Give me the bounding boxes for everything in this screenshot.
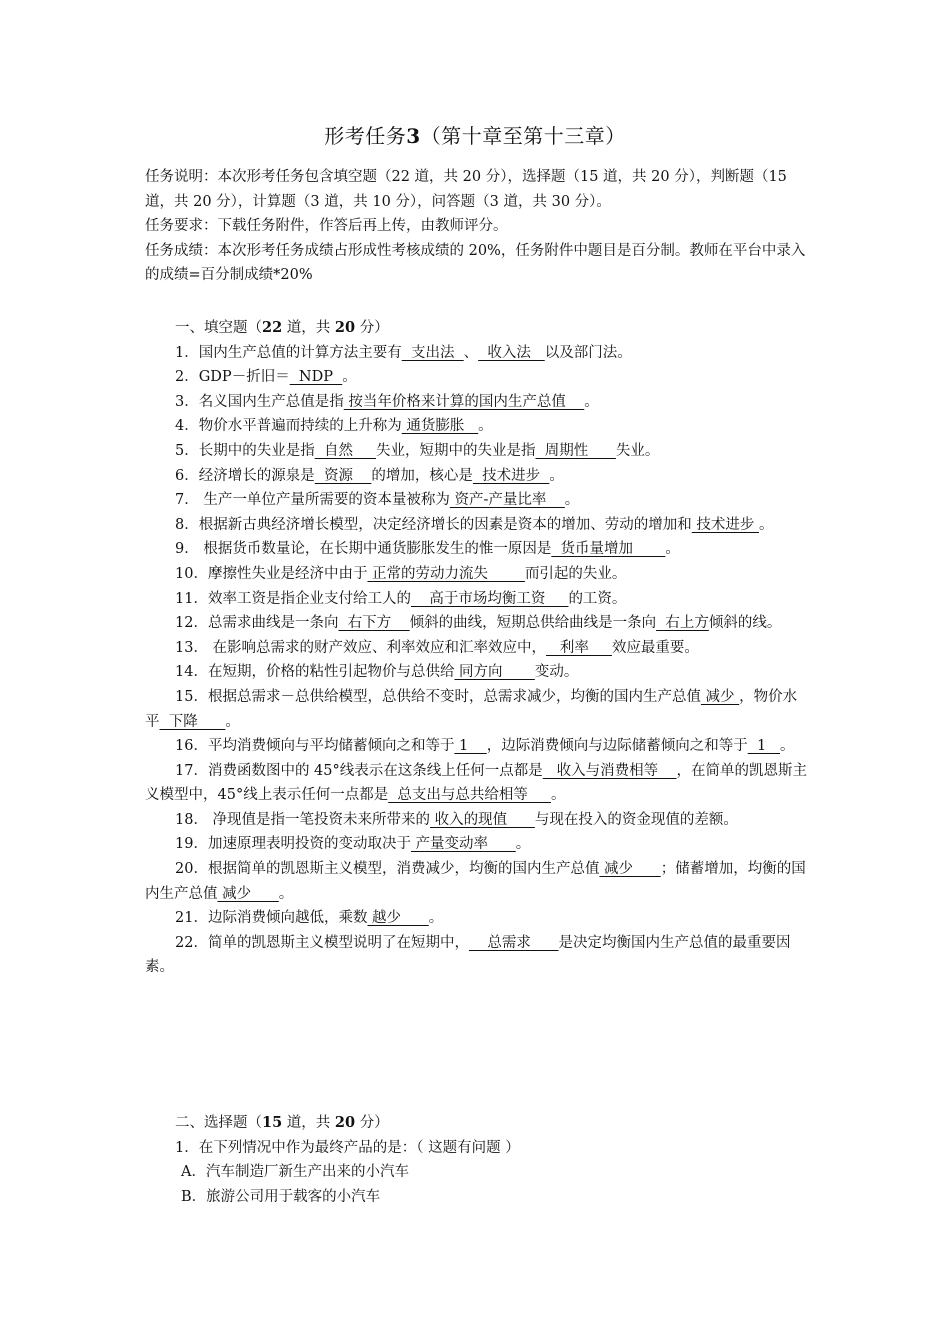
- answer-blank: 周期性: [535, 442, 616, 459]
- answer-blank: 减少: [599, 861, 661, 878]
- answer-blank: 右下方: [338, 615, 410, 632]
- answer-blank: 正常的劳动力流失: [367, 565, 525, 582]
- answer-blank: 越少: [367, 910, 429, 927]
- question-5: 5．长期中的失业是指 自然 失业，短期中的失业是指 周期性 失业。: [175, 442, 660, 459]
- answer-blank: 1: [454, 738, 487, 755]
- answer-blank: 资产-产量比率: [449, 492, 565, 509]
- question-11: 11．效率工资是指企业支付给工人的 高于市场均衡工资 的工资。: [175, 590, 627, 607]
- multiple-choice-section: [145, 1111, 810, 1209]
- question-6: 6．经济增长的源泉是 资源 的增加，核心是 技术进步 。: [175, 467, 564, 484]
- question-17: 17．消费函数图中的 45°线表示在这条线上任何一点都是 收入与消费相等 ，在简单的凯恩斯主义模型中，45°线上表示任何一点都是 总支出与总共给相等 。: [145, 762, 808, 804]
- answer-blank: 1: [747, 738, 781, 755]
- answer-blank: 技术进步: [691, 516, 759, 533]
- answer-blank: 产量变动率: [410, 836, 516, 853]
- question-8: 8．根据新古典经济增长模型，决定经济增长的因素是资本的增加、劳动的增加和 技术进步 。: [175, 516, 774, 533]
- answer-blank: 支出法: [401, 344, 464, 361]
- title-subtitle: （第十章至第十三章）: [420, 124, 626, 148]
- answer-blank: 同方向: [454, 664, 535, 681]
- answer-blank: 通货膨胀: [401, 418, 479, 435]
- question-15: 15．根据总需求－总供给模型，总供给不变时，总需求减少，均衡的国内生产总值 减少 ，物价水平 下降 。: [145, 688, 798, 730]
- question-9: 9． 根据货币数量论，在长期中通货膨胀发生的惟一原因是 货币量增加 。: [175, 541, 680, 558]
- section-heading: 二、选择题（15 道，共 20 分）: [175, 1114, 389, 1131]
- answer-blank: 收入与消费相等: [542, 762, 677, 779]
- task-description: [145, 165, 810, 288]
- question-13: 13． 在影响总需求的财产效应、利率效应和汇率效应中， 利率 效应最重要。: [175, 639, 699, 656]
- answer-blank: 总需求: [468, 934, 559, 951]
- option-b: B．旅游公司用于载客的小汽车: [181, 1188, 381, 1205]
- answer-blank: 收入的现值: [430, 811, 535, 828]
- task-grading: 任务成绩：本次形考任务成绩占形成性考核成绩的 20%，任务附件中题目是百分制。教师在平台中录入的成绩=百分制成绩*20%: [145, 242, 806, 284]
- question-18: 18． 净现值是指一笔投资未来所带来的 收入的现值 与现在投入的资金现值的差额。: [175, 811, 738, 828]
- title-number: 3: [406, 124, 421, 148]
- task-explanation: 任务说明：本次形考任务包含填空题（22 道，共 20 分），选择题（15 道，共 20 分），判断题（15 道，共 20 分），计算题（3 道，共 10 分），问答题（3 道，共 30 分）。: [145, 169, 787, 210]
- answer-blank: 收入法: [478, 344, 545, 361]
- answer-blank: 货币量增加: [551, 541, 666, 558]
- answer-blank: 高于市场均衡工资: [410, 590, 569, 607]
- answer-blank: 减少: [217, 885, 279, 902]
- answer-blank: 减少: [700, 688, 740, 705]
- title-main: 形考任务: [324, 124, 407, 148]
- answer-blank: 下降: [159, 713, 226, 730]
- question-1: 1．国内生产总值的计算方法主要有 支出法 、 收入法 以及部门法。: [175, 344, 632, 361]
- question-12: 12．总需求曲线是一条向 右下方 倾斜的曲线，短期总供给曲线是一条向 右上方倾斜的线。: [175, 615, 782, 632]
- question-7: 7． 生产一单位产量所需要的资本量被称为 资产-产量比率 。: [175, 492, 580, 509]
- answer-blank: 资源: [314, 467, 372, 484]
- fill-in-section: [145, 316, 810, 980]
- question-2: 2．GDP－折旧＝ NDP 。: [175, 369, 357, 386]
- answer-blank: 右上方: [656, 615, 709, 632]
- section-heading: 一、填空题（22 道，共 20 分）: [175, 319, 389, 336]
- answer-blank: 自然: [314, 442, 376, 459]
- question-21: 21．边际消费倾向越低，乘数 越少 。: [175, 910, 444, 927]
- question-10: 10．摩擦性失业是经济中由于 正常的劳动力流失 而引起的失业。: [175, 565, 627, 582]
- question-16: 16．平均消费倾向与平均储蓄倾向之和等于 1 ，边际消费倾向与边际储蓄倾向之和等于 1 。: [175, 738, 795, 755]
- answer-blank: 总支出与总共给相等: [388, 787, 551, 804]
- option-a: A．汽车制造厂新生产出来的小汽车: [181, 1164, 409, 1181]
- answer-blank: NDP: [289, 369, 343, 386]
- question-20: 20．根据简单的凯恩斯主义模型，消费减少，均衡的国内生产总值 减少 ；储蓄增加，均衡的国内生产总值 减少 。: [145, 861, 806, 902]
- answer-blank: 技术进步: [472, 467, 550, 484]
- task-requirement: 任务要求：下载任务附件，作答后再上传，由教师评分。: [145, 218, 508, 235]
- answer-blank: 按当年价格来计算的国内生产总值: [343, 393, 585, 410]
- question-4: 4．物价水平普遍而持续的上升称为 通货膨胀 。: [175, 418, 493, 435]
- question-1: 1．在下列情况中作为最终产品的是：（ 这题有问题 ）: [175, 1139, 520, 1156]
- question-22: 22．简单的凯恩斯主义模型说明了在短期中， 总需求 是决定均衡国内生产总值的最重要因素。: [145, 934, 791, 976]
- question-3: 3．名义国内生产总值是指 按当年价格来计算的国内生产总值 。: [175, 393, 599, 410]
- question-14: 14．在短期，价格的粘性引起物价与总供给 同方向 变动。: [175, 664, 579, 681]
- question-19: 19．加速原理表明投资的变动取决于 产量变动率 。: [175, 836, 531, 853]
- page-title: [0, 120, 950, 149]
- answer-blank: 利率: [546, 639, 612, 656]
